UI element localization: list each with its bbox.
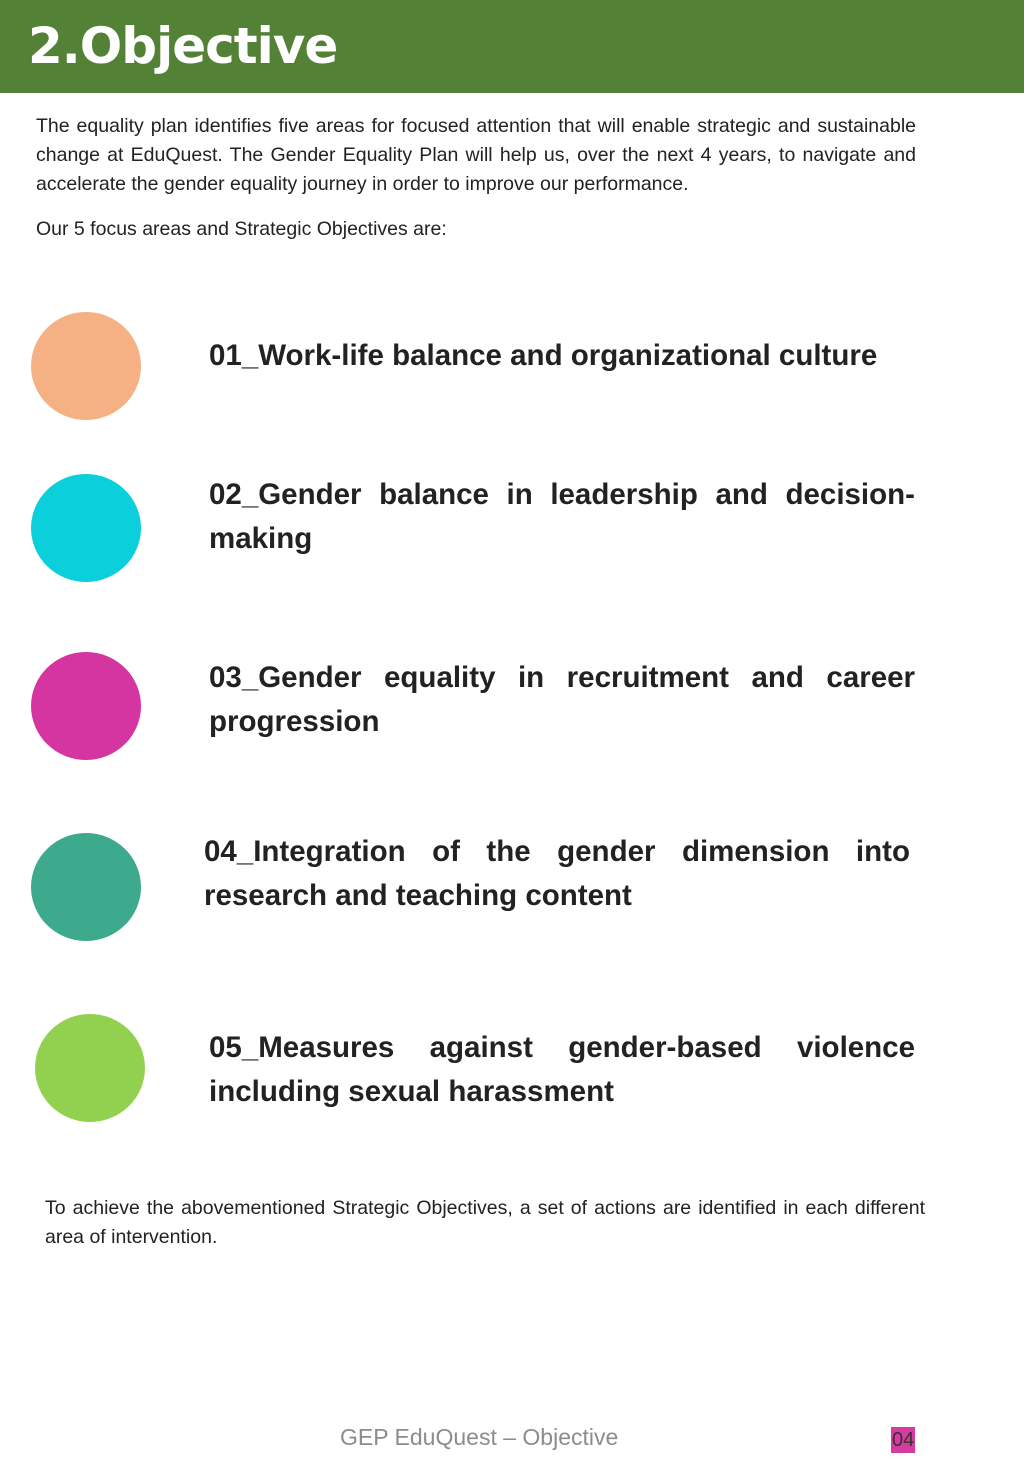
focus-area-1-title: 01_Work-life balance and organizational culture [209, 339, 878, 372]
focus-area-1-circle [31, 312, 141, 420]
page-title: 2.Objective [28, 17, 338, 75]
focus-area-3-circle [31, 652, 141, 760]
page-number-badge: 04 [892, 1429, 915, 1451]
header-bar [0, 0, 1024, 93]
focus-area-5-circle [35, 1014, 145, 1122]
focus-areas-lead: Our 5 focus areas and Strategic Objectives are: [36, 218, 447, 240]
intro-paragraph: The equality plan identifies five areas for focused attention that will enable strategic and sustainable change at EduQuest. The Gender Equality Plan will help us, over the next 4 years, to navigate and accelerate the gender equality journey in order to improve our performance. [36, 115, 916, 195]
focus-area-4-title: 04_Integration of the gender dimension into research and teaching content [204, 835, 910, 912]
focus-area-4-circle [31, 833, 141, 941]
focus-area-3-title: 03_Gender equality in recruitment and career progression [209, 661, 915, 738]
footer-caption: GEP EduQuest – Objective [340, 1424, 619, 1450]
focus-area-2-title: 02_Gender balance in leadership and decision-making [209, 478, 915, 555]
closing-paragraph: To achieve the abovementioned Strategic Objectives, a set of actions are identified in each different area of intervention. [45, 1197, 925, 1248]
focus-area-2-circle [31, 474, 141, 582]
focus-area-5-title: 05_Measures against gender-based violence including sexual harassment [209, 1031, 915, 1108]
